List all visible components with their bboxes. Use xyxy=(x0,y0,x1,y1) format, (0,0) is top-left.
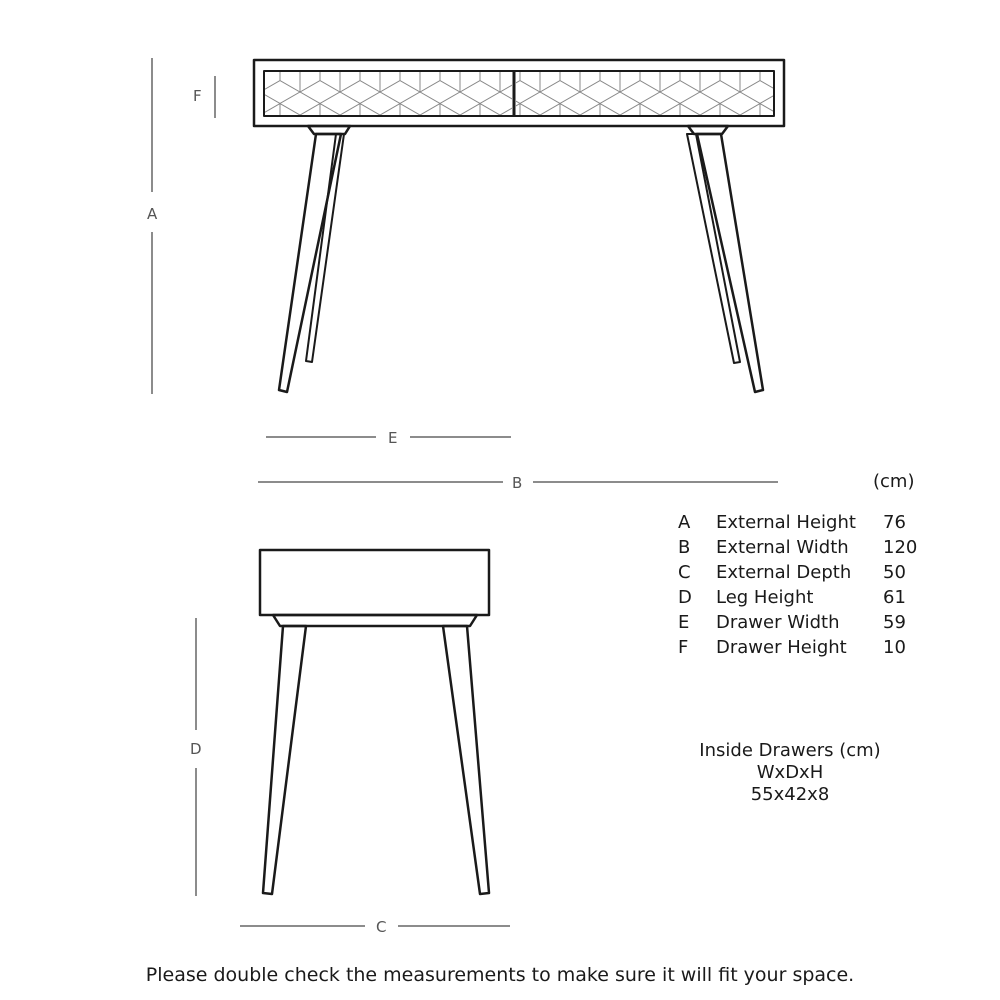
inside-drawers-format: WxDxH xyxy=(756,762,824,783)
spec-key: A xyxy=(678,512,691,533)
front-leg-right-back xyxy=(687,134,740,363)
spec-key: D xyxy=(678,587,692,608)
spec-key: B xyxy=(678,537,691,558)
spec-row xyxy=(678,610,923,635)
side-leg-front xyxy=(263,626,306,894)
spec-name: External Depth xyxy=(716,562,852,583)
spec-key: F xyxy=(678,637,689,658)
side-tabletop-body xyxy=(260,550,489,615)
spec-key: C xyxy=(678,562,691,583)
side-leg-bracket xyxy=(273,615,477,626)
dimension-lines xyxy=(152,58,778,926)
spec-name: External Height xyxy=(716,512,856,533)
spec-row xyxy=(678,510,923,535)
dim-label-e: E xyxy=(388,429,398,447)
spec-value: 120 xyxy=(883,537,918,558)
front-leg-right xyxy=(697,134,763,392)
dim-label-c: C xyxy=(376,918,387,936)
drawer-right-pattern xyxy=(516,72,773,115)
inside-drawers-title: Inside Drawers (cm) xyxy=(699,740,881,761)
spec-key: E xyxy=(678,612,690,633)
spec-row xyxy=(678,635,923,660)
spec-value: 61 xyxy=(883,587,906,608)
front-view xyxy=(254,60,784,392)
dim-label-f: F xyxy=(193,87,202,105)
spec-name: Drawer Width xyxy=(716,612,840,633)
dim-label-b: B xyxy=(512,474,523,492)
footer-note: Please double check the measurements to make sure it will fit your space. xyxy=(145,964,855,986)
spec-row xyxy=(678,560,923,585)
dim-label-a: A xyxy=(147,205,158,223)
spec-value: 50 xyxy=(883,562,906,583)
spec-table xyxy=(678,510,923,660)
spec-name: External Width xyxy=(716,537,849,558)
spec-value: 10 xyxy=(883,637,906,658)
drawer-left-pattern xyxy=(265,72,512,115)
spec-name: Drawer Height xyxy=(716,637,847,658)
inside-drawers-value: 55x42x8 xyxy=(750,784,830,805)
spec-row xyxy=(678,535,923,560)
spec-name: Leg Height xyxy=(716,587,814,608)
dimension-letters xyxy=(147,87,522,936)
side-leg-back xyxy=(443,626,489,894)
side-view xyxy=(260,550,489,894)
spec-row xyxy=(678,585,923,610)
dim-label-d: D xyxy=(190,740,202,758)
spec-value: 76 xyxy=(883,512,906,533)
inside-drawers-block xyxy=(690,740,890,806)
spec-value: 59 xyxy=(883,612,906,633)
spec-unit-label: (cm) xyxy=(873,471,915,492)
